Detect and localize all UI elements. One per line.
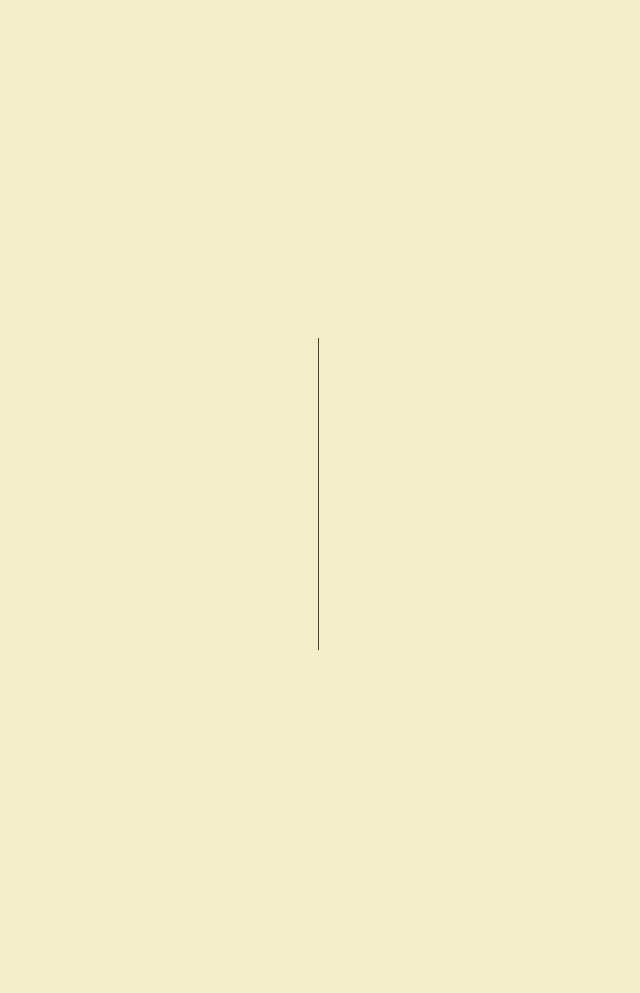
- column-divider: [318, 338, 319, 650]
- verse-line: [324, 508, 342, 526]
- verse-line: [324, 633, 342, 651]
- bass-staff: [40, 282, 606, 322]
- verse-line: [324, 615, 342, 633]
- stanza: [324, 580, 342, 650]
- treble-staff: [40, 80, 606, 120]
- verse-line: [324, 382, 342, 400]
- verse-line: [324, 471, 342, 489]
- verse-line: [324, 561, 342, 579]
- treble-staff: [40, 214, 606, 254]
- verse-line: [324, 598, 342, 616]
- verse-line: [324, 543, 342, 561]
- bass-staff: [40, 146, 606, 186]
- bass-staff: [40, 898, 606, 938]
- verse-line: [324, 399, 342, 417]
- stanza: [324, 436, 342, 506]
- verse-line: [324, 364, 342, 382]
- verse-line: [324, 580, 342, 598]
- verse-line: [324, 454, 342, 472]
- bass-staff: [40, 753, 606, 793]
- stanza: [324, 508, 342, 578]
- verse-line: [324, 417, 342, 435]
- stanza: [324, 364, 342, 434]
- treble-staff: [40, 684, 606, 724]
- verse-line: [324, 489, 342, 507]
- verse-line: [324, 436, 342, 454]
- verse-line: [324, 526, 342, 544]
- treble-staff: [40, 818, 606, 858]
